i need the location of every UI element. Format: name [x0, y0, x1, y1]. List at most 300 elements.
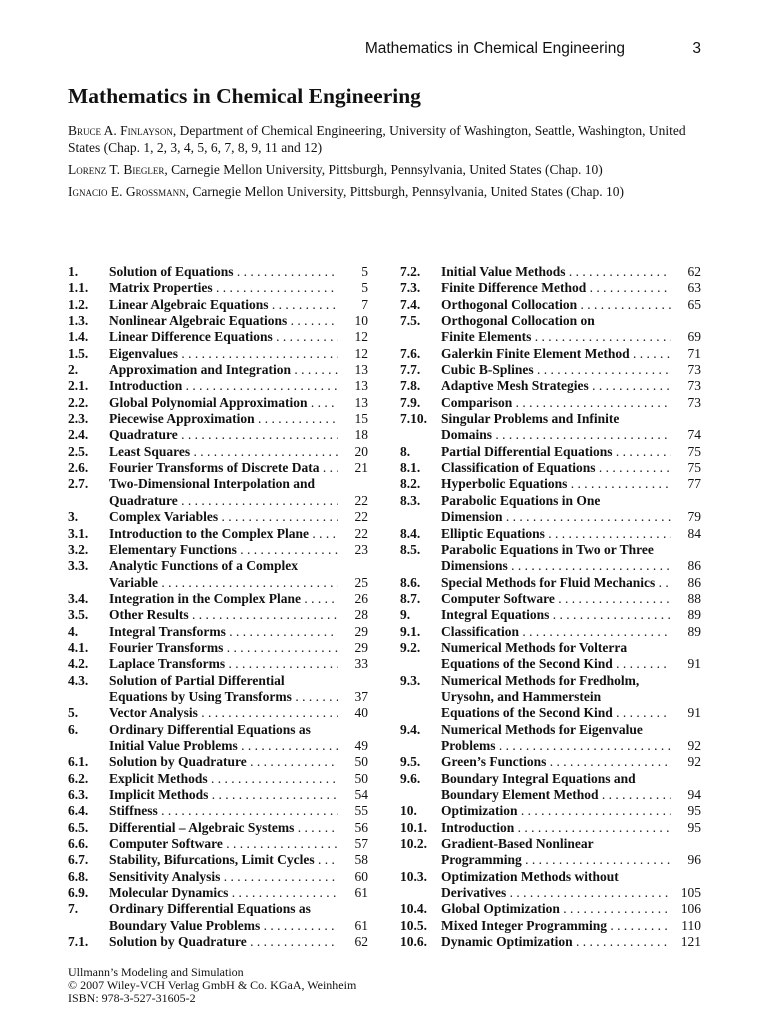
- toc-entry-title: Parabolic Equations in One: [441, 492, 601, 508]
- toc-entry-number: 3.3.: [68, 558, 89, 574]
- toc-entry-page: 92: [687, 754, 701, 770]
- toc-entry-title: Galerkin Finite Element Method . . .: [441, 346, 671, 362]
- toc-entry-number: 2.1.: [68, 378, 89, 394]
- toc-entry-page: 86: [687, 574, 701, 590]
- toc-entry: [68, 640, 368, 656]
- toc-entry: [400, 493, 701, 509]
- toc-entry-page: 73: [687, 362, 701, 378]
- toc-entry: [400, 313, 701, 329]
- toc-entry: [400, 754, 701, 770]
- toc-entry-number: 9.2.: [400, 639, 421, 655]
- toc-entry-page: 13: [354, 362, 368, 378]
- author-affiliation: , Carnegie Mellon University, Pittsburgh, Pennsylvania, United States (Chap. 10): [164, 162, 603, 177]
- toc-entry-number: 7.6.: [400, 345, 421, 361]
- toc-entry-number: 10.1.: [400, 819, 427, 835]
- toc-entry-title: Solution of Partial Differential: [109, 672, 285, 688]
- toc-entry-number: 6.8.: [68, 868, 89, 884]
- toc-entry: [68, 934, 368, 950]
- toc-entry-page: 10: [354, 313, 368, 329]
- toc-entry-number: 10.5.: [400, 917, 427, 933]
- toc-entry-page: 28: [354, 607, 368, 623]
- toc-entry-title: Global Optimization . . .: [441, 901, 671, 917]
- toc-entry-page: 18: [354, 427, 368, 443]
- toc-entry-number: 7.: [68, 901, 79, 917]
- toc-entry-page: 22: [354, 525, 368, 541]
- toc-entry-page: 21: [354, 460, 368, 476]
- toc-entry: [68, 901, 368, 917]
- toc-entry-number: 7.10.: [400, 411, 427, 427]
- toc-entry: [400, 264, 701, 280]
- toc-entry-number: 7.7.: [400, 362, 421, 378]
- toc-entry: [400, 705, 701, 721]
- toc-entry-number: 6.3.: [68, 787, 89, 802]
- toc-entry-number: 8.4.: [400, 525, 421, 541]
- toc-entry: [400, 575, 701, 591]
- toc-entry-title: Domains . . .: [441, 427, 671, 443]
- toc-entry-page: 95: [687, 803, 701, 819]
- toc-entry-page: 65: [687, 296, 701, 312]
- toc-entry: [400, 395, 701, 411]
- toc-entry-title: Computer Software . . .: [441, 591, 671, 607]
- toc-entry-page: 5: [361, 280, 368, 296]
- toc-entry: [68, 362, 368, 378]
- toc-entry: [400, 934, 701, 950]
- toc-entry-title: Optimization Methods without: [441, 868, 619, 884]
- toc-entry-number: 7.1.: [68, 934, 89, 950]
- toc-entry: [68, 624, 368, 640]
- toc-entry-number: 2.3.: [68, 411, 89, 427]
- toc-entry-page: 22: [354, 509, 368, 525]
- toc-entry-title: Integration in the Complex Plane . . .: [109, 591, 338, 607]
- toc-entry-page: 12: [354, 345, 368, 361]
- author-affiliation: , Carnegie Mellon University, Pittsburgh, Pennsylvania, United States (Chap. 10): [185, 184, 624, 199]
- toc-entry-number: 10.: [400, 803, 417, 819]
- running-header-title: Mathematics in Chemical Engineering: [364, 40, 625, 57]
- author-affiliation: , Department of Chemical Engineering, University of Washington, Seattle, Washington, United States (Chap. 1, 2, 3, 4, 5, 6, 7, 8, 9, 11 and 12): [68, 123, 686, 155]
- toc-entry-title: Global Polynomial Approximation . . .: [109, 395, 338, 411]
- toc-entry-page: 84: [687, 525, 701, 541]
- toc-entry-number: 9.: [400, 607, 411, 623]
- toc-entry-title: Urysohn, and Hammerstein: [441, 688, 602, 704]
- toc-entry: [68, 411, 368, 427]
- toc-entry: [400, 820, 701, 836]
- toc-entry: [400, 624, 701, 640]
- toc-entry-page: 91: [687, 656, 701, 672]
- toc-entry-number: 3.4.: [68, 590, 89, 606]
- toc-entry-title: Classification of Equations . . .: [441, 460, 671, 476]
- toc-entry: [400, 509, 701, 525]
- toc-entry-title: Derivatives . . .: [441, 885, 671, 901]
- toc-entry-page: 40: [354, 705, 368, 721]
- toc-entry-title: Special Methods for Fluid Mechanics . . .: [441, 575, 671, 591]
- toc-entry-title: Least Squares . . .: [109, 444, 338, 460]
- toc-entry: [68, 820, 368, 836]
- toc-entry-number: 2.6.: [68, 460, 89, 476]
- toc-entry-number: 9.6.: [400, 770, 421, 786]
- toc-entry-number: 10.6.: [400, 934, 427, 950]
- toc-right-column: [400, 264, 701, 950]
- toc-entry: [68, 542, 368, 558]
- toc-entry-title: Fourier Transforms of Discrete Data . . .: [109, 460, 338, 476]
- toc-entry-title: Gradient-Based Nonlinear: [441, 836, 594, 852]
- toc-entry: [68, 689, 368, 705]
- toc-entry-title: Matrix Properties . . .: [109, 280, 338, 296]
- toc-entry: [400, 722, 701, 738]
- toc-entry-title: Laplace Transforms . . .: [109, 656, 338, 672]
- toc-entry-title: Orthogonal Collocation on: [441, 313, 595, 329]
- toc-entry-title: Stiffness . . .: [109, 803, 338, 819]
- toc-entry-title: Analytic Functions of a Complex: [109, 558, 298, 574]
- toc-entry: [400, 640, 701, 656]
- toc-entry: [400, 476, 701, 492]
- footer-copyright: © 2007 Wiley-VCH Verlag GmbH & Co. KGaA, Weinheim: [68, 978, 357, 993]
- toc-entry-title: Initial Value Problems . . .: [109, 738, 338, 754]
- toc-entry-page: 56: [354, 819, 368, 835]
- toc-entry-title: Solution by Quadrature . . .: [109, 934, 338, 950]
- toc-entry-number: 5.: [68, 705, 79, 721]
- toc-entry-page: 94: [687, 787, 701, 802]
- toc-entry-number: 1.: [68, 264, 79, 279]
- author-list: [68, 122, 708, 205]
- page-number: 3: [692, 40, 701, 57]
- toc-entry-page: 62: [354, 934, 368, 950]
- toc-entry: [400, 411, 701, 427]
- toc-entry-page: 106: [680, 901, 701, 917]
- toc-entry-title: Green’s Functions . . .: [441, 754, 671, 770]
- toc-entry-title: Computer Software . . .: [109, 836, 338, 852]
- toc-entry: [400, 836, 701, 852]
- toc-entry: [68, 885, 368, 901]
- toc-entry-number: 4.3.: [68, 672, 89, 688]
- toc-entry-page: 33: [354, 656, 368, 672]
- toc-left-column: [68, 264, 368, 950]
- toc-entry-page: 54: [354, 787, 368, 802]
- toc-entry: [400, 378, 701, 394]
- toc-entry: [400, 869, 701, 885]
- toc-entry-title: Quadrature . . .: [109, 427, 338, 443]
- toc-entry-page: 7: [361, 296, 368, 312]
- toc-entry-page: 49: [354, 737, 368, 753]
- toc-entry-title: Comparison . . .: [441, 395, 671, 411]
- toc-entry: [400, 918, 701, 934]
- toc-entry-number: 1.3.: [68, 313, 89, 329]
- toc-entry-title: Vector Analysis . . .: [109, 705, 338, 721]
- toc-entry-page: 88: [687, 590, 701, 606]
- toc-entry-page: 15: [354, 411, 368, 427]
- toc-entry-page: 23: [354, 541, 368, 557]
- toc-entry-page: 89: [687, 623, 701, 639]
- toc-entry-page: 89: [687, 607, 701, 623]
- toc-entry-title: Orthogonal Collocation . . .: [441, 297, 671, 313]
- toc-entry: [400, 738, 701, 754]
- toc-entry-number: 7.8.: [400, 378, 421, 394]
- toc-entry-title: Integral Transforms . . .: [109, 624, 338, 640]
- toc-entry-title: Elliptic Equations . . .: [441, 526, 671, 542]
- toc-entry-title: Parabolic Equations in Two or Three: [441, 541, 654, 557]
- toc-entry: [68, 787, 368, 803]
- toc-entry: [400, 885, 701, 901]
- toc-entry: [400, 771, 701, 787]
- toc-entry-title: Linear Algebraic Equations . . .: [109, 297, 338, 313]
- toc-entry-page: 71: [687, 345, 701, 361]
- toc-entry: [68, 264, 368, 280]
- toc-entry-page: 29: [354, 639, 368, 655]
- toc-entry-title: Introduction . . .: [441, 820, 671, 836]
- toc-entry: [68, 509, 368, 525]
- toc-entry: [68, 395, 368, 411]
- toc-entry-page: 37: [354, 688, 368, 704]
- toc-entry: [400, 460, 701, 476]
- toc-entry-number: 3.5.: [68, 607, 89, 623]
- toc-entry-title: Classification . . .: [441, 624, 671, 640]
- toc-entry-title: Partial Differential Equations . . .: [441, 444, 671, 460]
- toc-entry: [400, 901, 701, 917]
- toc-entry: [68, 526, 368, 542]
- toc-entry-title: Equations of the Second Kind . . .: [441, 705, 671, 721]
- toc-entry-title: Quadrature . . .: [109, 493, 338, 509]
- toc-entry-number: 10.3.: [400, 868, 427, 884]
- toc-entry: [400, 787, 701, 803]
- author-name: Bruce A. Finlayson: [68, 123, 173, 138]
- toc-entry: [400, 656, 701, 672]
- toc-entry-page: 58: [354, 852, 368, 868]
- toc-entry-number: 7.3.: [400, 280, 421, 296]
- footer-isbn: ISBN: 978-3-527-31605-2: [68, 991, 196, 1006]
- toc-entry-page: 50: [354, 754, 368, 770]
- toc-entry-number: 10.2.: [400, 836, 427, 852]
- toc-entry-title: Introduction to the Complex Plane . . .: [109, 526, 338, 542]
- toc-entry-page: 22: [354, 492, 368, 508]
- toc-entry-title: Introduction . . .: [109, 378, 338, 394]
- toc-entry-title: Problems . . .: [441, 738, 671, 754]
- toc-entry-title: Complex Variables . . .: [109, 509, 338, 525]
- toc-entry-title: Hyperbolic Equations . . .: [441, 476, 671, 492]
- toc-entry-page: 60: [354, 868, 368, 884]
- toc-entry-page: 50: [354, 770, 368, 786]
- toc-entry: [68, 771, 368, 787]
- toc-entry-title: Finite Elements . . .: [441, 329, 671, 345]
- toc-entry-title: Other Results . . .: [109, 607, 338, 623]
- toc-entry-title: Mixed Integer Programming . . .: [441, 918, 671, 934]
- toc-entry-number: 1.4.: [68, 329, 89, 345]
- toc-entry-page: 57: [354, 836, 368, 852]
- toc-entry-page: 92: [687, 737, 701, 753]
- toc-entry-number: 6.6.: [68, 836, 89, 852]
- toc-entry-title: Equations by Using Transforms . . .: [109, 689, 338, 705]
- toc-entry: [68, 575, 368, 591]
- toc-entry-page: 63: [687, 280, 701, 296]
- toc-entry-page: 75: [687, 460, 701, 476]
- toc-entry-title: Dimension . . .: [441, 509, 671, 525]
- toc-entry-number: 4.1.: [68, 639, 89, 655]
- toc-entry: [400, 346, 701, 362]
- toc-entry: [68, 803, 368, 819]
- toc-entry-number: 4.: [68, 623, 79, 639]
- toc-entry-page: 26: [354, 590, 368, 606]
- toc-entry-title: Variable . . .: [109, 575, 338, 591]
- toc-entry-number: 2.4.: [68, 427, 89, 443]
- toc-entry-title: Stability, Bifurcations, Limit Cycles . . .: [109, 852, 338, 868]
- toc-entry-title: Explicit Methods . . .: [109, 771, 338, 787]
- toc-entry-number: 8.: [400, 443, 411, 459]
- toc-entry-page: 13: [354, 394, 368, 410]
- toc-entry-title: Initial Value Methods . . .: [441, 264, 671, 280]
- toc-entry-title: Optimization . . .: [441, 803, 671, 819]
- author-name: Ignacio E. Grossmann: [68, 184, 186, 199]
- toc-entry-number: 7.5.: [400, 313, 421, 329]
- toc-entry-page: 55: [354, 803, 368, 819]
- toc-entry: [400, 427, 701, 443]
- toc-entry-page: 29: [354, 623, 368, 639]
- toc-entry: [400, 362, 701, 378]
- toc-entry-number: 9.5.: [400, 754, 421, 770]
- toc-entry-number: 2.7.: [68, 476, 89, 492]
- toc-entry-page: 20: [354, 443, 368, 459]
- toc-entry-number: 8.7.: [400, 590, 421, 606]
- toc-entry-title: Ordinary Differential Equations as: [109, 901, 311, 917]
- toc-entry-number: 6.1.: [68, 754, 89, 770]
- toc-entry-title: Molecular Dynamics . . .: [109, 885, 338, 901]
- toc-entry-title: Boundary Integral Equations and: [441, 770, 636, 786]
- article-title: Mathematics in Chemical Engineering: [68, 84, 421, 108]
- toc-entry-number: 3.: [68, 509, 79, 525]
- toc-entry-title: Approximation and Integration . . .: [109, 362, 338, 378]
- toc-entry-title: Fourier Transforms . . .: [109, 640, 338, 656]
- toc-entry: [68, 869, 368, 885]
- footer: [68, 966, 356, 1006]
- toc-entry: [400, 297, 701, 313]
- toc-entry: [68, 591, 368, 607]
- toc-entry-title: Implicit Methods . . .: [109, 787, 338, 803]
- toc-entry-number: 7.2.: [400, 264, 421, 279]
- toc-entry-number: 8.1.: [400, 460, 421, 476]
- toc-entry-page: 61: [354, 885, 368, 901]
- toc-entry-page: 12: [354, 329, 368, 345]
- toc-entry-title: Nonlinear Algebraic Equations . . .: [109, 313, 338, 329]
- toc-entry: [68, 378, 368, 394]
- toc-entry-page: 77: [687, 476, 701, 492]
- toc-entry-page: 79: [687, 509, 701, 525]
- footer-publication: Ullmann’s Modeling and Simulation: [68, 965, 244, 979]
- toc-entry-title: Dimensions . . .: [441, 558, 671, 574]
- toc-entry-title: Solution by Quadrature . . .: [109, 754, 338, 770]
- toc-entry-number: 1.5.: [68, 345, 89, 361]
- toc-entry-page: 69: [687, 329, 701, 345]
- toc-entry-title: Adaptive Mesh Strategies . . .: [441, 378, 671, 394]
- toc-entry: [68, 444, 368, 460]
- toc-entry: [68, 329, 368, 345]
- toc-entry-title: Numerical Methods for Eigenvalue: [441, 721, 643, 737]
- running-header: [0, 40, 768, 60]
- toc-entry: [68, 558, 368, 574]
- toc-entry-page: 73: [687, 378, 701, 394]
- toc-entry: [68, 346, 368, 362]
- toc-entry-title: Ordinary Differential Equations as: [109, 721, 311, 737]
- toc-entry-title: Cubic B-Splines . . .: [441, 362, 671, 378]
- toc-entry: [400, 673, 701, 689]
- toc-entry-title: Boundary Value Problems . . .: [109, 918, 338, 934]
- toc-entry-number: 1.1.: [68, 280, 89, 296]
- toc-entry-number: 2.2.: [68, 394, 89, 410]
- toc-entry: [68, 673, 368, 689]
- toc-entry-number: 4.2.: [68, 656, 89, 672]
- toc-entry: [400, 591, 701, 607]
- toc-entry-number: 6.: [68, 721, 79, 737]
- toc-entry-page: 121: [680, 934, 701, 950]
- toc-entry: [68, 476, 368, 492]
- toc-entry-title: Elementary Functions . . .: [109, 542, 338, 558]
- toc-entry-page: 25: [354, 574, 368, 590]
- toc-entry-page: 86: [687, 558, 701, 574]
- toc-entry-number: 10.4.: [400, 901, 427, 917]
- toc-entry-page: 5: [361, 264, 368, 279]
- toc-entry-number: 7.9.: [400, 394, 421, 410]
- toc-entry-title: Boundary Element Method . . .: [441, 787, 671, 803]
- author-entry: [68, 122, 708, 156]
- toc-entry-number: 6.5.: [68, 819, 89, 835]
- toc-entry: [68, 607, 368, 623]
- toc-entry-number: 7.4.: [400, 296, 421, 312]
- author-entry: [68, 183, 708, 200]
- toc-entry-number: 9.1.: [400, 623, 421, 639]
- toc-entry: [68, 852, 368, 868]
- toc-entry-title: Linear Difference Equations . . .: [109, 329, 338, 345]
- toc-entry: [68, 280, 368, 296]
- toc-entry-title: Differential – Algebraic Systems . . .: [109, 820, 338, 836]
- toc-entry: [68, 722, 368, 738]
- toc-entry-page: 95: [687, 819, 701, 835]
- toc-entry-page: 62: [687, 264, 701, 279]
- toc-entry: [400, 689, 701, 705]
- toc-entry: [68, 313, 368, 329]
- toc-entry-page: 105: [680, 885, 701, 901]
- toc-entry: [68, 297, 368, 313]
- toc-entry-page: 96: [687, 852, 701, 868]
- toc-entry-page: 75: [687, 443, 701, 459]
- toc-entry-number: 9.4.: [400, 721, 421, 737]
- toc-entry-title: Finite Difference Method . . .: [441, 280, 671, 296]
- toc-entry: [68, 918, 368, 934]
- toc-entry-number: 6.9.: [68, 885, 89, 901]
- toc-entry: [400, 558, 701, 574]
- toc-entry-title: Solution of Equations . . .: [109, 264, 338, 280]
- toc-entry-number: 2.: [68, 362, 79, 378]
- toc-entry: [400, 542, 701, 558]
- toc-entry-number: 3.2.: [68, 541, 89, 557]
- toc-entry-title: Piecewise Approximation . . .: [109, 411, 338, 427]
- toc-entry-title: Numerical Methods for Volterra: [441, 639, 628, 655]
- toc-entry-number: 8.6.: [400, 574, 421, 590]
- author-name: Lorenz T. Biegler: [68, 162, 165, 177]
- author-entry: [68, 161, 708, 178]
- toc-entry-title: Singular Problems and Infinite: [441, 411, 620, 427]
- toc-entry: [400, 444, 701, 460]
- toc-entry: [68, 493, 368, 509]
- toc-entry: [68, 705, 368, 721]
- toc-entry-title: Integral Equations . . .: [441, 607, 671, 623]
- toc-entry-title: Programming . . .: [441, 852, 671, 868]
- toc-entry: [400, 329, 701, 345]
- toc-entry-number: 6.7.: [68, 852, 89, 868]
- toc-entry-page: 73: [687, 394, 701, 410]
- toc-entry-page: 110: [681, 917, 701, 933]
- toc-entry-title: Two-Dimensional Interpolation and: [109, 476, 316, 492]
- toc-entry-title: Eigenvalues . . .: [109, 346, 338, 362]
- toc-entry-title: Dynamic Optimization . . .: [441, 934, 671, 950]
- toc-entry-title: Equations of the Second Kind . . .: [441, 656, 671, 672]
- toc-entry-number: 8.5.: [400, 541, 421, 557]
- toc-entry-number: 8.2.: [400, 476, 421, 492]
